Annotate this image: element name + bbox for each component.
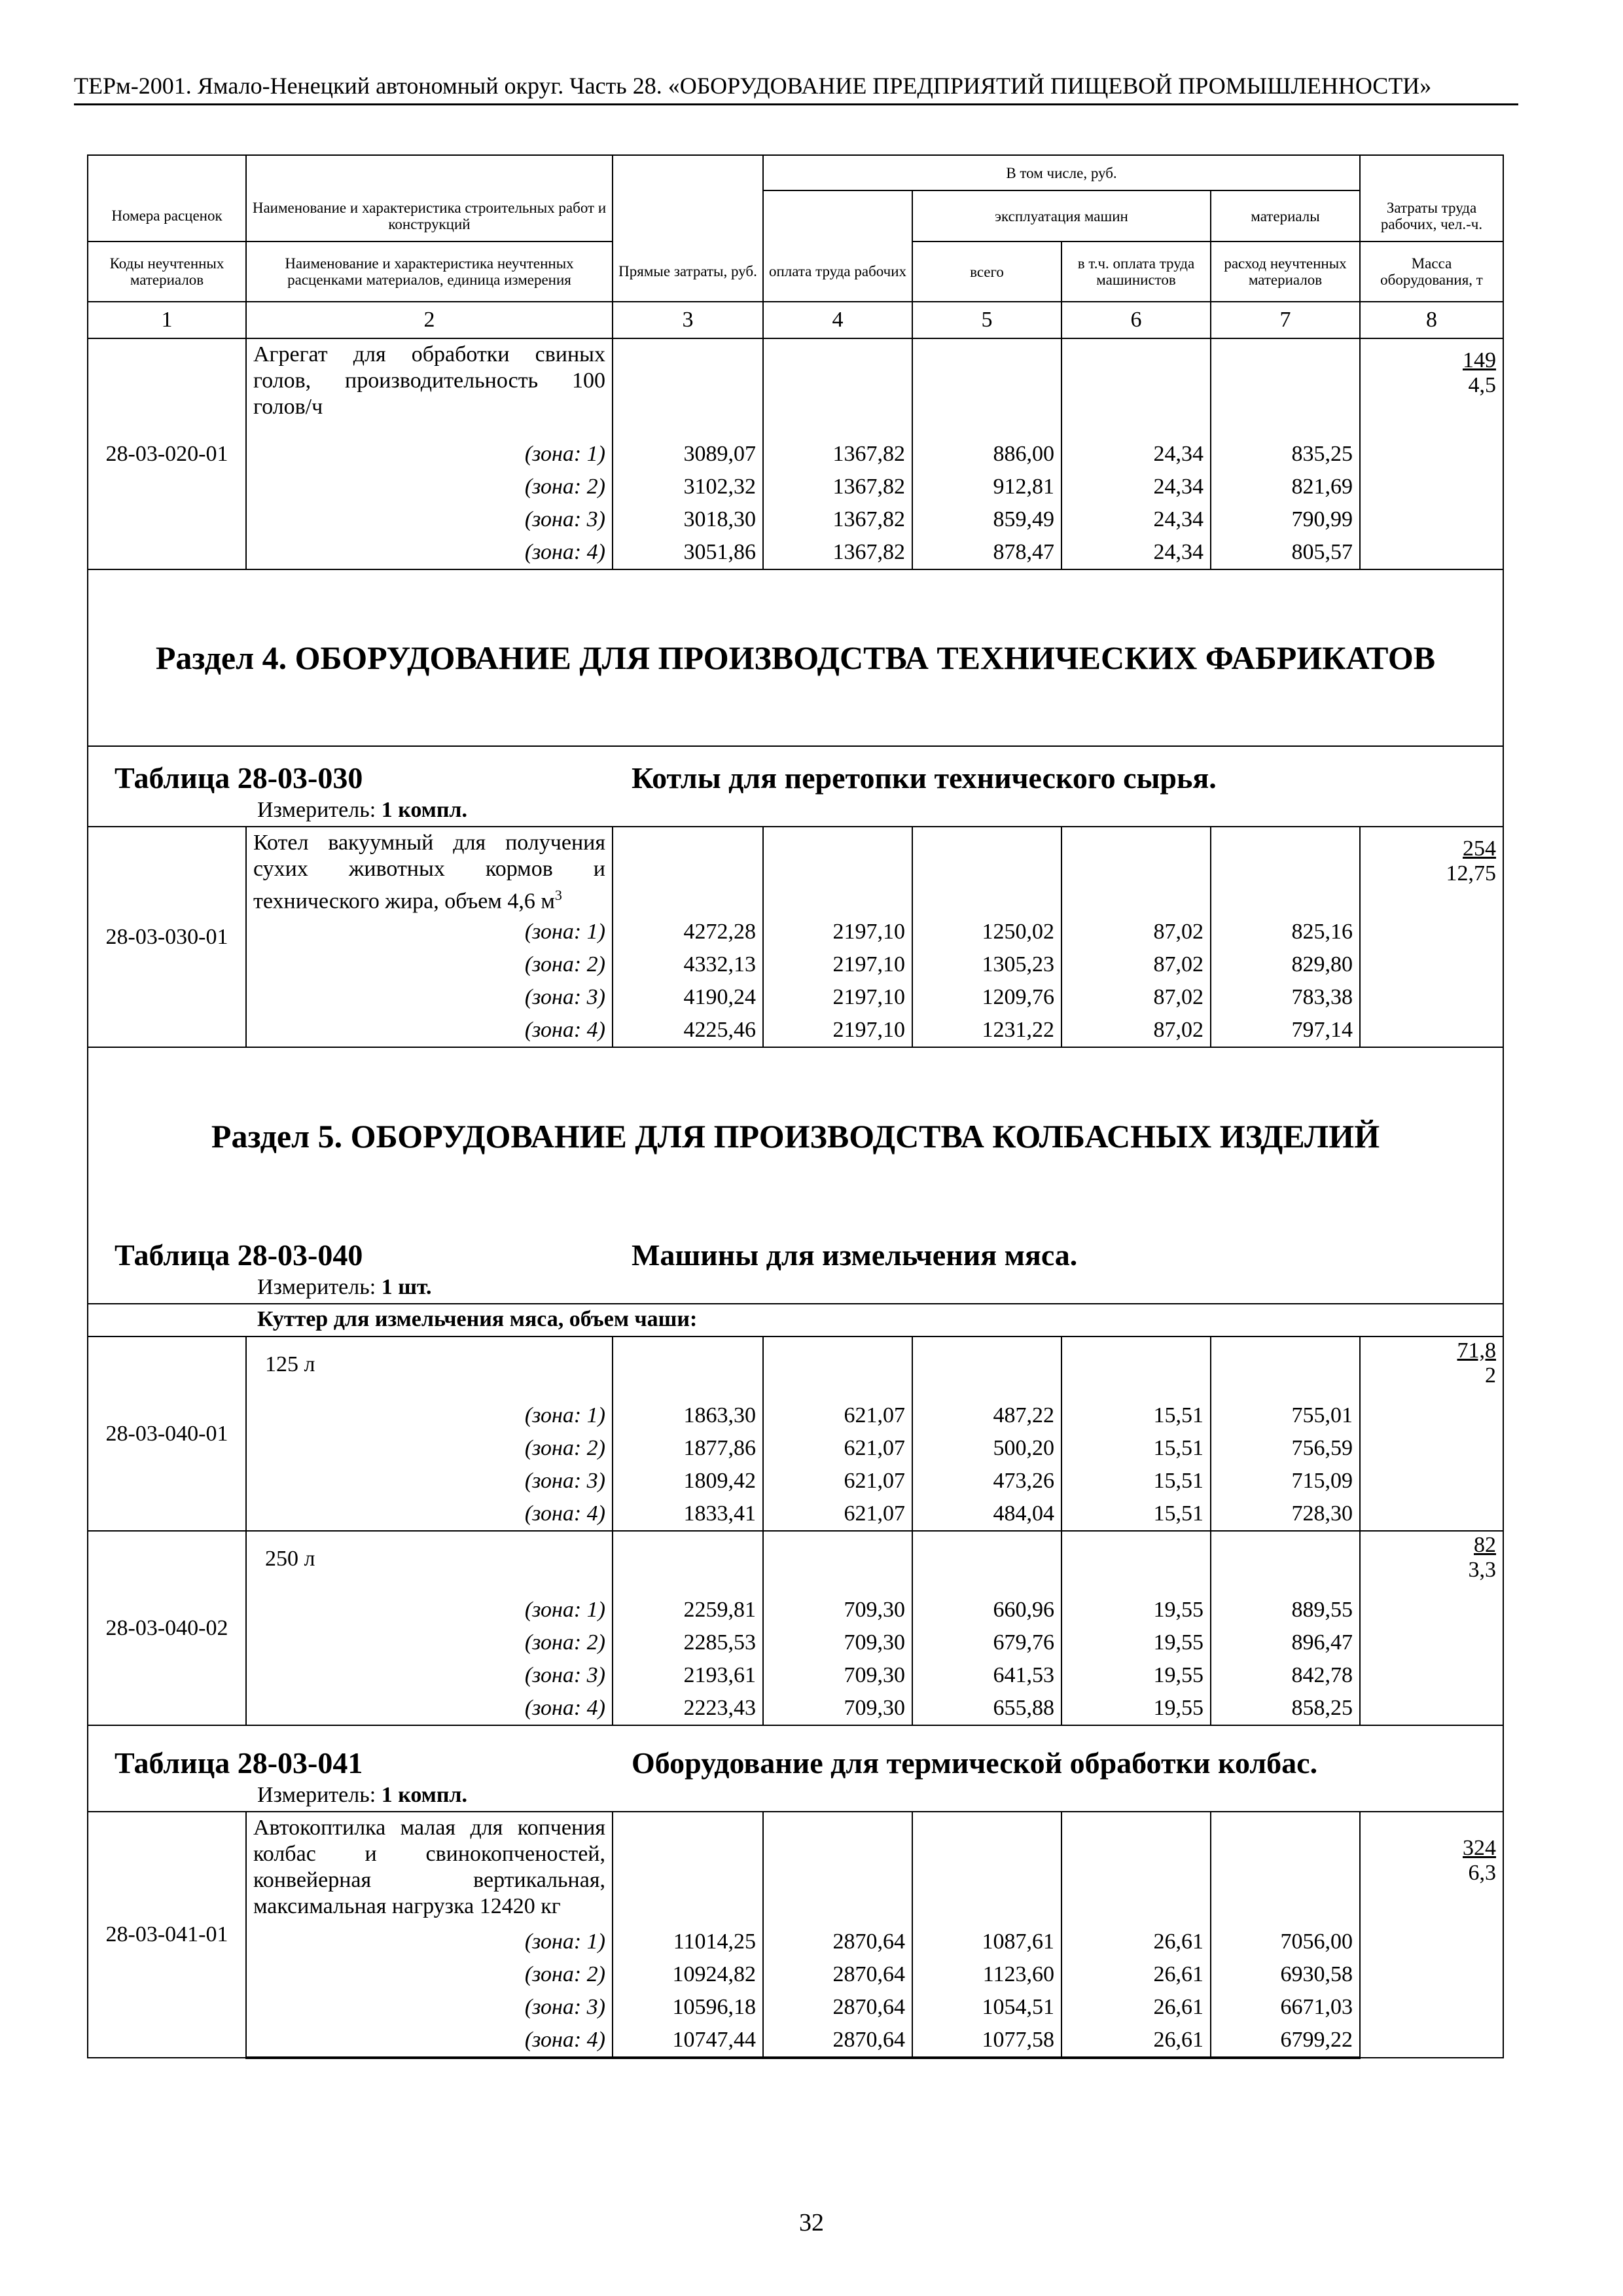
section-5-title: Раздел 5. ОБОРУДОВАНИЕ ДЛЯ ПРОИЗВОДСТВА КОЛБАСНЫХ ИЗДЕЛИЙ [88,1047,1503,1224]
empty-cell [613,1531,763,1594]
meter-label: Измеритель: [257,1275,376,1299]
table-041-name: Оборудование для термической обработки колбас. [632,1746,1318,1780]
materials-value: 889,55 [1211,1594,1360,1626]
materials-value: 755,01 [1211,1399,1360,1432]
rate-numbers-header: Номера расценок [88,190,246,242]
table-row [88,1812,1503,1926]
zone-label: (зона: 2) [246,948,613,981]
materials-value: 858,25 [1211,1692,1360,1725]
empty-cell [613,1336,763,1399]
machines-value: 1087,61 [912,1926,1061,1958]
col-rate-numbers-head [88,155,246,190]
mass-value: 4,5 [1468,373,1497,397]
header-rule [74,103,1518,105]
machinists-value: 15,51 [1061,1399,1211,1432]
mass-labor-value: 324 [1463,1836,1497,1860]
rate-code: 28-03-040-01 [88,1336,246,1531]
equipment-mass [1360,1812,1503,2058]
direct-value: 3018,30 [613,503,763,536]
empty-cell [1061,1336,1211,1399]
table-040-subheading: Куттер для измельчения мяса, объем чаши: [88,1304,1503,1336]
machinists-value: 24,34 [1061,503,1211,536]
labor-value: 1367,82 [763,536,912,569]
zone-row [88,2024,1503,2058]
labor-value: 621,07 [763,1399,912,1432]
rate-code: 28-03-020-01 [88,338,246,569]
meter-label: Измеритель: [257,798,376,822]
machines-value: 660,96 [912,1594,1061,1626]
machine-operation-header: эксплуатация машин [912,190,1211,242]
machines-value: 487,22 [912,1399,1061,1432]
zone-row [88,1014,1503,1047]
labor-value: 2197,10 [763,1014,912,1047]
table-030-meter [88,795,1503,827]
zone-row [88,1692,1503,1725]
empty-cell [1211,1531,1360,1594]
materials-value: 715,09 [1211,1465,1360,1498]
materials-value: 6799,22 [1211,2024,1360,2058]
machines-value: 878,47 [912,536,1061,569]
machinists-value: 19,55 [1061,1659,1211,1692]
rate-description [246,827,613,916]
empty-cell [763,1812,912,1926]
machinists-value: 87,02 [1061,916,1211,948]
direct-value: 3102,32 [613,471,763,503]
mass-labor-value: 82 [1474,1533,1497,1557]
machinists-value: 15,51 [1061,1498,1211,1531]
materials-value: 728,30 [1211,1498,1360,1531]
labor-value: 621,07 [763,1465,912,1498]
zone-label: (зона: 2) [246,1958,613,1991]
empty-cell [763,1531,912,1594]
equipment-mass [1360,338,1503,569]
machines-value: 1231,22 [912,1014,1061,1047]
table-row [88,1336,1503,1399]
materials-header: материалы [1211,190,1360,242]
machines-value: 1054,51 [912,1991,1061,2024]
labor-value: 2870,64 [763,2024,912,2058]
machines-value: 1123,60 [912,1958,1061,1991]
empty-cell [1061,1531,1211,1594]
machinists-value: 24,34 [1061,438,1211,471]
direct-value: 2223,43 [613,1692,763,1725]
machines-value: 1305,23 [912,948,1061,981]
zone-label: (зона: 1) [246,916,613,948]
machinists-value: 87,02 [1061,1014,1211,1047]
zone-row [88,1432,1503,1465]
labor-pay-header: оплата труда рабочих [763,242,912,302]
zone-row [88,981,1503,1014]
direct-value: 2285,53 [613,1626,763,1659]
direct-value: 2259,81 [613,1594,763,1626]
zone-label: (зона: 2) [246,1626,613,1659]
direct-value: 10747,44 [613,2024,763,2058]
zone-label: (зона: 1) [246,438,613,471]
materials-value: 829,80 [1211,948,1360,981]
equipment-mass-header: Масса оборудования, т [1360,242,1503,302]
empty-cell [1211,338,1360,438]
machinists-value: 26,61 [1061,1926,1211,1958]
labor-value: 2197,10 [763,981,912,1014]
zone-row [88,1958,1503,1991]
labor-value: 709,30 [763,1692,912,1725]
meter-unit: 1 компл. [381,1783,468,1807]
work-name-header: Наименование и характеристика строительных работ и конструкций [246,190,613,242]
materials-value: 821,69 [1211,471,1360,503]
table-041-meter [88,1780,1503,1812]
machinists-value: 26,61 [1061,1991,1211,2024]
direct-value: 4332,13 [613,948,763,981]
direct-value: 2193,61 [613,1659,763,1692]
column-number: 7 [1211,302,1360,338]
material-names-header: Наименование и характеристика неучтенных расценками материалов, единица измерения [246,242,613,302]
machinists-value: 24,34 [1061,536,1211,569]
direct-value: 4225,46 [613,1014,763,1047]
labor-value: 709,30 [763,1626,912,1659]
table-041-number: Таблица 28-03-041 [115,1746,363,1780]
machinists-value: 26,61 [1061,2024,1211,2058]
zone-row [88,1498,1503,1531]
zone-row [88,1594,1503,1626]
rates-table [87,154,1504,2059]
labor-value: 1367,82 [763,471,912,503]
table-row [88,338,1503,438]
materials-value: 783,38 [1211,981,1360,1014]
table-row [88,1531,1503,1594]
zone-row [88,1465,1503,1498]
zone-row [88,1399,1503,1432]
zone-row [88,1626,1503,1659]
labor-costs-header: Затраты труда рабочих, чел.-ч. [1360,190,1503,242]
empty-cell [912,338,1061,438]
labor-value: 2197,10 [763,948,912,981]
empty-cell [1211,827,1360,916]
materials-value: 797,14 [1211,1014,1360,1047]
machinists-value: 24,34 [1061,471,1211,503]
zone-label: (зона: 4) [246,536,613,569]
direct-value: 4272,28 [613,916,763,948]
rate-code: 28-03-040-02 [88,1531,246,1725]
rate-code: 28-03-030-01 [88,827,246,1047]
machine-total-header: всего [912,242,1061,302]
machines-value: 1209,76 [912,981,1061,1014]
mass-value: 12,75 [1446,861,1497,886]
column-number: 4 [763,302,912,338]
machines-value: 641,53 [912,1659,1061,1692]
col-work-name-head [246,155,613,190]
machinists-value: 87,02 [1061,948,1211,981]
zone-label: (зона: 1) [246,1926,613,1958]
zone-label: (зона: 2) [246,471,613,503]
machines-value: 886,00 [912,438,1061,471]
direct-value: 1863,30 [613,1399,763,1432]
zone-label: (зона: 3) [246,1465,613,1498]
mass-labor-value: 71,8 [1457,1338,1497,1363]
unit-superscript: 3 [554,887,562,903]
empty-cell [912,827,1061,916]
direct-costs-spacer [613,190,763,242]
empty-cell [763,1336,912,1399]
direct-value: 1877,86 [613,1432,763,1465]
column-number: 6 [1061,302,1211,338]
description-text: Котел вакуумный для получения сухих животных кормов и технического жира, объем 4,6 м [253,831,605,914]
zone-row [88,948,1503,981]
rate-description: Агрегат для обработки свиных голов, производительность 100 голов/ч [246,338,613,438]
table-030-name: Котлы для перетопки технического сырья. [632,761,1217,795]
materials-value: 6671,03 [1211,1991,1360,2024]
mass-labor-value: 254 [1463,836,1497,861]
direct-value: 1809,42 [613,1465,763,1498]
col-labor-costs-head [1360,155,1503,190]
labor-value: 709,30 [763,1659,912,1692]
empty-cell [1211,1336,1360,1399]
labor-value: 709,30 [763,1594,912,1626]
zone-label: (зона: 1) [246,1399,613,1432]
labor-value: 2870,64 [763,1926,912,1958]
zone-row [88,1926,1503,1958]
table-040-title [88,1224,1503,1272]
column-number: 1 [88,302,246,338]
labor-value: 2197,10 [763,916,912,948]
rate-description: 250 л [246,1531,613,1594]
zone-row [88,503,1503,536]
materials-value: 835,25 [1211,438,1360,471]
zone-row [88,471,1503,503]
empty-cell [912,1812,1061,1926]
page-number: 32 [799,2209,824,2236]
zone-label: (зона: 4) [246,1498,613,1531]
machines-value: 912,81 [912,471,1061,503]
direct-value: 11014,25 [613,1926,763,1958]
machines-value: 655,88 [912,1692,1061,1725]
table-040-number: Таблица 28-03-040 [115,1238,363,1272]
empty-cell [613,338,763,438]
col-direct-head [613,155,763,190]
direct-value: 3089,07 [613,438,763,471]
machinists-value: 19,55 [1061,1692,1211,1725]
zone-label: (зона: 4) [246,1692,613,1725]
empty-cell [912,1531,1061,1594]
material-codes-header: Коды неучтенных материалов [88,242,246,302]
section-4-title: Раздел 4. ОБОРУДОВАНИЕ ДЛЯ ПРОИЗВОДСТВА ТЕХНИЧЕСКИХ ФАБРИКАТОВ [88,569,1503,746]
equipment-mass [1360,827,1503,1047]
materials-value: 756,59 [1211,1432,1360,1465]
table-030-number: Таблица 28-03-030 [115,761,363,795]
direct-value: 10596,18 [613,1991,763,2024]
table-row [88,827,1503,916]
direct-costs-header: Прямые затраты, руб. [613,242,763,302]
empty-cell [763,827,912,916]
empty-cell [1061,338,1211,438]
labor-value: 1367,82 [763,503,912,536]
zone-label: (зона: 3) [246,503,613,536]
empty-cell [1061,827,1211,916]
mass-value: 3,3 [1468,1558,1497,1582]
empty-cell [1211,1812,1360,1926]
empty-cell [763,338,912,438]
table-030-title [88,747,1503,795]
direct-value: 10924,82 [613,1958,763,1991]
direct-value: 4190,24 [613,981,763,1014]
machinists-value: 19,55 [1061,1626,1211,1659]
machinists-value: 15,51 [1061,1432,1211,1465]
machinists-value: 87,02 [1061,981,1211,1014]
col-including-head: В том числе, руб. [763,155,1360,190]
zone-row [88,1991,1503,2024]
zone-row [88,438,1503,471]
page-header: ТЕРм-2001. Ямало-Ненецкий автономный округ. Часть 28. «ОБОРУДОВАНИЕ ПРЕДПРИЯТИЙ ПИЩЕВОЙ ПРОМЫШЛЕННОСТИ» [74,73,1432,99]
labor-value: 2870,64 [763,1958,912,1991]
materials-value: 6930,58 [1211,1958,1360,1991]
machines-value: 500,20 [912,1432,1061,1465]
materials-value: 896,47 [1211,1626,1360,1659]
machines-value: 1250,02 [912,916,1061,948]
zone-label: (зона: 3) [246,1991,613,2024]
machinists-value: 26,61 [1061,1958,1211,1991]
machines-value: 859,49 [912,503,1061,536]
zone-label: (зона: 4) [246,1014,613,1047]
table-040-name: Машины для измельчения мяса. [632,1238,1078,1272]
labor-value: 1367,82 [763,438,912,471]
equipment-mass [1360,1531,1503,1725]
column-number: 5 [912,302,1061,338]
mass-labor-value: 149 [1463,348,1497,372]
labor-value: 621,07 [763,1498,912,1531]
labor-value: 2870,64 [763,1991,912,2024]
zone-label: (зона: 4) [246,2024,613,2058]
machinist-pay-header: в т.ч. оплата труда машинистов [1061,242,1211,302]
materials-value: 842,78 [1211,1659,1360,1692]
zone-row [88,916,1503,948]
mass-value: 6,3 [1468,1861,1497,1885]
zone-row [88,536,1503,569]
labor-value: 621,07 [763,1432,912,1465]
machines-value: 473,26 [912,1465,1061,1498]
equipment-mass [1360,1336,1503,1531]
materials-value: 790,99 [1211,503,1360,536]
meter-unit: 1 шт. [381,1275,432,1299]
empty-cell [613,827,763,916]
material-consumption-header: расход неучтенных материалов [1211,242,1360,302]
materials-value: 805,57 [1211,536,1360,569]
direct-value: 3051,86 [613,536,763,569]
direct-value: 1833,41 [613,1498,763,1531]
zone-label: (зона: 3) [246,1659,613,1692]
table-041-title [88,1725,1503,1780]
machines-value: 679,76 [912,1626,1061,1659]
column-number: 3 [613,302,763,338]
zone-label: (зона: 1) [246,1594,613,1626]
machinists-value: 15,51 [1061,1465,1211,1498]
empty-cell [1061,1812,1211,1926]
materials-value: 825,16 [1211,916,1360,948]
rate-description: 125 л [246,1336,613,1399]
column-number: 8 [1360,302,1503,338]
zone-row [88,1659,1503,1692]
rate-code: 28-03-041-01 [88,1812,246,2058]
materials-value: 7056,00 [1211,1926,1360,1958]
machinists-value: 19,55 [1061,1594,1211,1626]
labor-pay-spacer [763,190,912,242]
machines-value: 1077,58 [912,2024,1061,2058]
table-040-meter [88,1272,1503,1304]
meter-label: Измеритель: [257,1783,376,1807]
empty-cell [912,1336,1061,1399]
mass-value: 2 [1485,1363,1497,1388]
rate-description: Автокоптилка малая для копчения колбас и свинокопченостей, конвейерная вертикальная, максимальная нагрузка 12420 кг [246,1812,613,1926]
zone-label: (зона: 2) [246,1432,613,1465]
column-number: 2 [246,302,613,338]
zone-label: (зона: 3) [246,981,613,1014]
empty-cell [613,1812,763,1926]
machines-value: 484,04 [912,1498,1061,1531]
meter-unit: 1 компл. [381,798,468,822]
